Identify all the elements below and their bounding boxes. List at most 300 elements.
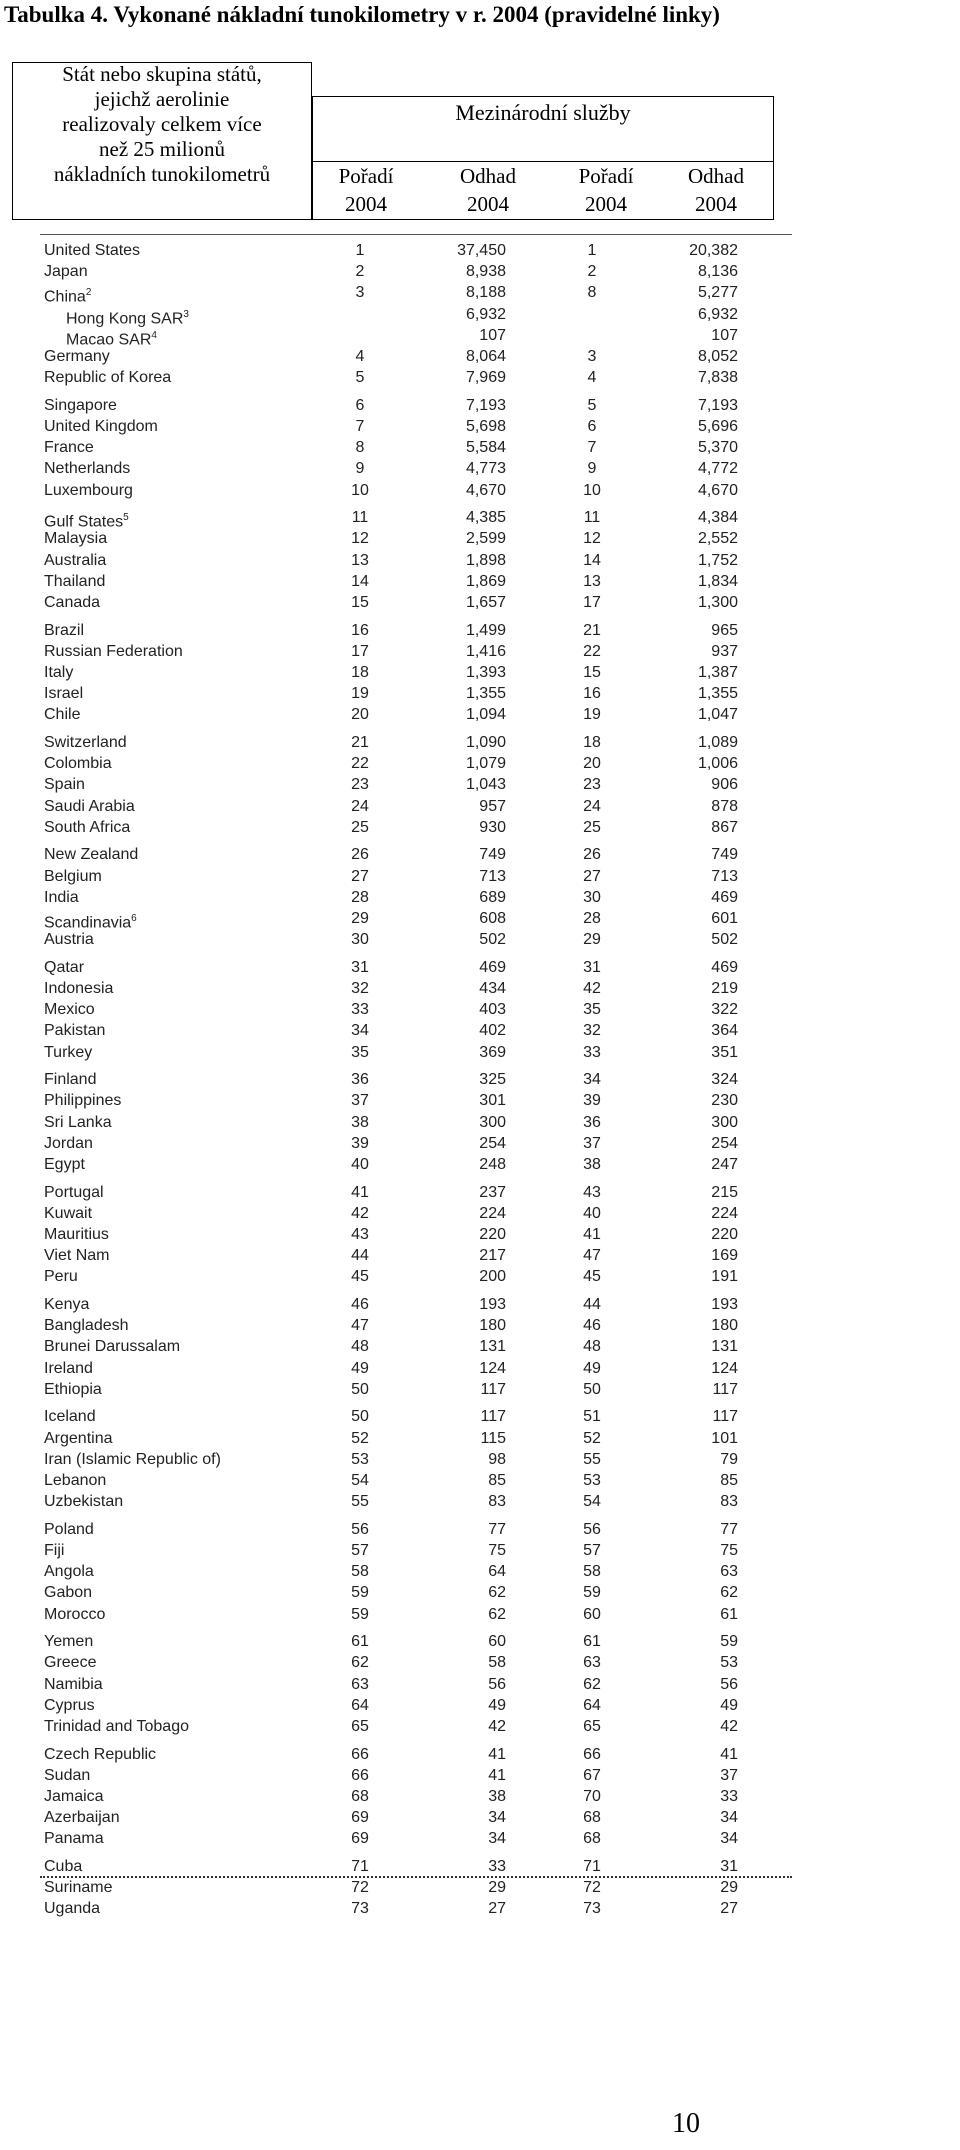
intl-estimate-2004: 4,670 bbox=[697, 481, 738, 499]
country-name bbox=[44, 957, 84, 978]
intl-estimate-2004: 469 bbox=[711, 888, 738, 906]
rank-2004: 72 bbox=[351, 1879, 369, 1897]
estimate-2004: 713 bbox=[479, 867, 506, 885]
table-row bbox=[0, 957, 960, 978]
rank-2004: 59 bbox=[351, 1584, 369, 1602]
estimate-2004: 224 bbox=[479, 1204, 506, 1222]
header-international: Mezinárodní služby bbox=[455, 100, 631, 125]
table-row bbox=[0, 304, 960, 325]
header-col-rank-2 bbox=[546, 162, 666, 218]
rank-2004: 53 bbox=[351, 1450, 369, 1468]
document-title: Tabulka 4. Vykonané nákladní tunokilometry v r. 2004 (pravidelné linky) bbox=[4, 2, 720, 27]
country-name bbox=[44, 978, 113, 999]
country-name-text: Argentina bbox=[44, 1429, 113, 1447]
footnote-marker: 3 bbox=[183, 308, 189, 320]
rank-2004: 50 bbox=[351, 1380, 369, 1398]
intl-estimate-2004: 49 bbox=[720, 1696, 738, 1714]
rank-2004: 4 bbox=[355, 348, 365, 365]
country-name bbox=[44, 753, 112, 774]
table-row bbox=[0, 282, 960, 306]
country-name bbox=[44, 1674, 103, 1695]
intl-estimate-2004: 324 bbox=[711, 1071, 738, 1089]
estimate-2004: 237 bbox=[479, 1183, 506, 1201]
intl-rank-2004: 11 bbox=[583, 509, 601, 527]
table-row bbox=[0, 1449, 960, 1470]
country-name bbox=[44, 416, 158, 437]
intl-estimate-2004: 20,382 bbox=[689, 242, 738, 259]
table-row bbox=[0, 796, 960, 817]
rank-2004: 52 bbox=[351, 1429, 369, 1447]
intl-estimate-2004: 7,193 bbox=[697, 396, 738, 414]
country-name-text: Cuba bbox=[44, 1858, 83, 1875]
country-name bbox=[44, 1604, 105, 1625]
intl-estimate-2004: 193 bbox=[711, 1296, 738, 1313]
estimate-2004: 83 bbox=[488, 1493, 506, 1511]
intl-estimate-2004: 906 bbox=[711, 776, 738, 794]
rank-2004: 24 bbox=[351, 797, 369, 815]
rank-2004: 9 bbox=[355, 460, 365, 478]
estimate-2004: 1,416 bbox=[465, 642, 506, 660]
country-name bbox=[44, 528, 107, 549]
rank-2004: 50 bbox=[351, 1408, 369, 1426]
rank-2004: 10 bbox=[351, 481, 369, 499]
intl-rank-2004: 62 bbox=[583, 1675, 601, 1693]
estimate-2004: 58 bbox=[488, 1654, 506, 1672]
rank-2004: 65 bbox=[351, 1718, 369, 1735]
estimate-2004: 2,599 bbox=[465, 530, 506, 548]
table-row bbox=[0, 1406, 960, 1427]
rank-2004: 7 bbox=[355, 418, 365, 435]
country-name bbox=[44, 1631, 93, 1652]
country-name-text: Suriname bbox=[44, 1879, 113, 1897]
intl-rank-2004: 8 bbox=[587, 284, 597, 302]
header-col-rank-1 bbox=[306, 162, 426, 218]
intl-rank-2004: 44 bbox=[583, 1296, 601, 1313]
country-name bbox=[44, 620, 84, 641]
estimate-2004: 60 bbox=[488, 1633, 506, 1651]
country-name bbox=[44, 1491, 123, 1512]
rank-2004: 41 bbox=[351, 1183, 369, 1201]
country-name-text: Mexico bbox=[44, 1001, 95, 1019]
intl-rank-2004: 64 bbox=[583, 1696, 601, 1714]
rank-2004: 30 bbox=[351, 931, 369, 949]
estimate-2004: 56 bbox=[488, 1675, 506, 1693]
country-name bbox=[44, 1112, 112, 1133]
table-row bbox=[0, 1133, 960, 1154]
country-name bbox=[44, 929, 94, 950]
country-name-text: Australia bbox=[44, 551, 107, 569]
intl-rank-2004: 20 bbox=[583, 755, 601, 773]
estimate-2004: 75 bbox=[488, 1542, 506, 1559]
intl-estimate-2004: 322 bbox=[711, 1001, 738, 1019]
country-name bbox=[44, 240, 140, 261]
country-name-text: Viet Nam bbox=[44, 1247, 110, 1265]
estimate-2004: 1,393 bbox=[465, 664, 506, 681]
estimate-2004: 502 bbox=[479, 931, 506, 949]
estimate-2004: 469 bbox=[479, 958, 506, 976]
intl-rank-2004: 65 bbox=[583, 1718, 601, 1735]
rank-2004: 15 bbox=[351, 594, 369, 611]
intl-estimate-2004: 4,384 bbox=[697, 509, 738, 527]
intl-rank-2004: 12 bbox=[583, 530, 601, 548]
country-name bbox=[44, 887, 79, 908]
estimate-2004: 402 bbox=[479, 1022, 506, 1040]
country-name-text: United Kingdom bbox=[44, 418, 158, 435]
intl-rank-2004: 18 bbox=[583, 734, 601, 751]
country-name bbox=[44, 1470, 106, 1491]
estimate-2004: 98 bbox=[488, 1450, 506, 1468]
rank-2004: 32 bbox=[351, 980, 369, 997]
country-name bbox=[44, 641, 183, 662]
rank-2004: 64 bbox=[351, 1696, 369, 1714]
country-name bbox=[44, 1020, 105, 1041]
rank-2004: 38 bbox=[351, 1113, 369, 1131]
footnote-marker: 6 bbox=[131, 913, 137, 924]
intl-rank-2004: 5 bbox=[587, 396, 597, 414]
country-name-text: China bbox=[44, 288, 86, 306]
estimate-2004: 34 bbox=[488, 1809, 506, 1827]
intl-estimate-2004: 5,696 bbox=[697, 418, 738, 435]
intl-rank-2004: 29 bbox=[583, 931, 601, 949]
country-name bbox=[44, 1133, 93, 1154]
estimate-2004: 220 bbox=[479, 1226, 506, 1243]
intl-estimate-2004: 131 bbox=[711, 1338, 738, 1356]
country-name bbox=[44, 1294, 89, 1315]
intl-estimate-2004: 1,089 bbox=[697, 734, 738, 751]
rank-2004: 27 bbox=[351, 867, 369, 885]
rank-2004: 73 bbox=[351, 1900, 369, 1918]
table-row bbox=[0, 261, 960, 282]
rank-2004: 2 bbox=[355, 263, 365, 281]
country-name-text: Panama bbox=[44, 1830, 104, 1848]
country-name bbox=[44, 1716, 189, 1737]
intl-rank-2004: 63 bbox=[583, 1654, 601, 1672]
estimate-2004: 403 bbox=[479, 1001, 506, 1019]
intl-estimate-2004: 169 bbox=[711, 1247, 738, 1265]
rank-2004: 20 bbox=[351, 706, 369, 724]
intl-rank-2004: 31 bbox=[583, 958, 601, 976]
estimate-2004: 64 bbox=[488, 1563, 506, 1581]
intl-estimate-2004: 34 bbox=[720, 1830, 738, 1848]
intl-rank-2004: 73 bbox=[583, 1900, 601, 1918]
rank-2004: 3 bbox=[355, 284, 365, 302]
table-row bbox=[0, 704, 960, 725]
intl-estimate-2004: 230 bbox=[711, 1092, 738, 1110]
country-name-text: Gulf States bbox=[44, 513, 124, 531]
header-col-label: Pořadí bbox=[578, 164, 634, 188]
estimate-2004: 325 bbox=[479, 1071, 506, 1089]
estimate-2004: 38 bbox=[488, 1788, 506, 1805]
intl-estimate-2004: 29 bbox=[720, 1879, 738, 1897]
intl-rank-2004: 33 bbox=[583, 1043, 601, 1061]
intl-rank-2004: 35 bbox=[583, 1001, 601, 1019]
country-name-text: Angola bbox=[44, 1563, 94, 1581]
estimate-2004: 1,869 bbox=[465, 572, 506, 590]
estimate-2004: 4,773 bbox=[465, 460, 506, 478]
table-row bbox=[0, 1540, 960, 1561]
table-row bbox=[0, 1379, 960, 1400]
rank-2004: 11 bbox=[351, 509, 369, 527]
estimate-2004: 608 bbox=[479, 910, 506, 927]
rank-2004: 13 bbox=[351, 551, 369, 569]
rank-2004: 55 bbox=[351, 1493, 369, 1511]
country-name-text: New Zealand bbox=[44, 846, 139, 864]
intl-estimate-2004: 601 bbox=[711, 910, 738, 927]
intl-estimate-2004: 124 bbox=[711, 1359, 738, 1377]
intl-rank-2004: 3 bbox=[587, 348, 597, 365]
table-row bbox=[0, 480, 960, 501]
country-name bbox=[44, 1266, 78, 1287]
intl-rank-2004: 56 bbox=[583, 1520, 601, 1538]
rank-2004: 58 bbox=[351, 1563, 369, 1581]
page-number: 10 bbox=[672, 2108, 700, 2139]
intl-rank-2004: 57 bbox=[583, 1542, 601, 1559]
country-name bbox=[44, 571, 105, 592]
country-name-text: Jordan bbox=[44, 1134, 93, 1152]
table-row bbox=[0, 1470, 960, 1491]
rank-2004: 56 bbox=[351, 1520, 369, 1538]
rank-2004: 18 bbox=[351, 664, 369, 681]
intl-estimate-2004: 713 bbox=[711, 867, 738, 885]
intl-estimate-2004: 75 bbox=[720, 1542, 738, 1559]
header-col-label: Pořadí bbox=[338, 164, 394, 188]
country-name-text: Kenya bbox=[44, 1296, 90, 1313]
table-row bbox=[0, 528, 960, 549]
intl-rank-2004: 16 bbox=[583, 685, 601, 703]
intl-rank-2004: 26 bbox=[583, 846, 601, 864]
header-country-line: nákladních tunokilometrů bbox=[53, 162, 271, 186]
intl-estimate-2004: 6,932 bbox=[697, 305, 738, 323]
table-bottom-rule bbox=[40, 1876, 792, 1878]
table-row bbox=[0, 1090, 960, 1111]
table-row bbox=[0, 416, 960, 437]
header-col-label: Odhad bbox=[688, 164, 744, 188]
intl-rank-2004: 27 bbox=[583, 867, 601, 885]
country-name-text: Morocco bbox=[44, 1605, 106, 1623]
intl-rank-2004: 19 bbox=[583, 706, 601, 724]
country-name-text: Colombia bbox=[44, 755, 112, 773]
rank-2004: 44 bbox=[351, 1247, 369, 1265]
country-name-text: Lebanon bbox=[44, 1472, 107, 1489]
table-row bbox=[0, 1020, 960, 1041]
table-row bbox=[0, 1245, 960, 1266]
country-name-text: Indonesia bbox=[44, 980, 114, 997]
intl-rank-2004: 32 bbox=[583, 1022, 601, 1040]
intl-rank-2004: 22 bbox=[583, 642, 601, 660]
estimate-2004: 115 bbox=[480, 1429, 506, 1447]
country-name bbox=[44, 704, 80, 725]
country-name-text: Turkey bbox=[44, 1043, 93, 1061]
country-name-text: India bbox=[44, 888, 79, 906]
intl-rank-2004: 42 bbox=[583, 980, 601, 997]
intl-estimate-2004: 502 bbox=[711, 931, 738, 949]
country-name-text: Namibia bbox=[44, 1675, 103, 1693]
country-name bbox=[44, 732, 127, 753]
country-name-text: Thailand bbox=[44, 572, 106, 590]
intl-estimate-2004: 27 bbox=[720, 1900, 738, 1918]
rank-2004: 28 bbox=[351, 888, 369, 906]
intl-estimate-2004: 77 bbox=[720, 1520, 738, 1538]
intl-estimate-2004: 1,834 bbox=[697, 572, 738, 590]
intl-rank-2004: 13 bbox=[583, 572, 601, 590]
table-row bbox=[0, 774, 960, 795]
rank-2004: 14 bbox=[351, 572, 369, 590]
country-name-text: Russian Federation bbox=[44, 642, 183, 660]
country-name-text: Uzbekistan bbox=[44, 1493, 124, 1511]
country-name bbox=[44, 1358, 93, 1379]
estimate-2004: 117 bbox=[480, 1380, 506, 1398]
footnote-marker: 5 bbox=[123, 512, 129, 524]
rank-2004: 31 bbox=[351, 958, 369, 976]
estimate-2004: 8,938 bbox=[465, 263, 506, 281]
intl-rank-2004: 58 bbox=[583, 1563, 601, 1581]
country-name-text: Iceland bbox=[44, 1408, 96, 1426]
intl-estimate-2004: 63 bbox=[720, 1563, 738, 1581]
country-name-text: Fiji bbox=[44, 1542, 65, 1559]
country-name bbox=[44, 1203, 92, 1224]
rank-2004: 21 bbox=[351, 734, 369, 751]
country-name-text: Canada bbox=[44, 594, 101, 611]
intl-estimate-2004: 191 bbox=[711, 1268, 738, 1286]
table-row bbox=[0, 346, 960, 367]
intl-estimate-2004: 37 bbox=[720, 1766, 738, 1784]
rank-2004: 33 bbox=[351, 1001, 369, 1019]
country-name bbox=[44, 1154, 85, 1175]
intl-estimate-2004: 219 bbox=[711, 980, 738, 997]
intl-estimate-2004: 8,052 bbox=[697, 348, 738, 365]
header-country-label bbox=[12, 62, 312, 187]
country-name bbox=[44, 1090, 121, 1111]
table-row bbox=[0, 367, 960, 388]
estimate-2004: 369 bbox=[479, 1043, 506, 1061]
estimate-2004: 41 bbox=[488, 1745, 506, 1763]
country-name-text: Israel bbox=[44, 685, 84, 703]
intl-rank-2004: 14 bbox=[583, 551, 601, 569]
rank-2004: 62 bbox=[351, 1654, 369, 1672]
country-name-text: Netherlands bbox=[44, 460, 131, 478]
estimate-2004: 1,090 bbox=[465, 734, 506, 751]
rank-2004: 22 bbox=[351, 755, 369, 773]
rank-2004: 66 bbox=[351, 1766, 369, 1784]
table-row bbox=[0, 887, 960, 908]
table-row bbox=[0, 1266, 960, 1287]
country-name bbox=[44, 1877, 112, 1898]
country-name bbox=[44, 1856, 82, 1877]
header-col-year: 2004 bbox=[467, 192, 509, 216]
estimate-2004: 749 bbox=[479, 846, 506, 864]
country-name-text: Luxembourg bbox=[44, 481, 133, 499]
country-name-text: Belgium bbox=[44, 867, 102, 885]
estimate-2004: 4,385 bbox=[465, 509, 506, 527]
country-name bbox=[44, 1652, 96, 1673]
intl-estimate-2004: 1,387 bbox=[697, 664, 738, 681]
table-row bbox=[0, 641, 960, 662]
country-name bbox=[44, 1069, 96, 1090]
intl-rank-2004: 49 bbox=[583, 1359, 601, 1377]
country-name-text: Kuwait bbox=[44, 1204, 93, 1222]
table-row bbox=[0, 1582, 960, 1603]
header-country-line: Stát nebo skupina států, bbox=[62, 62, 262, 86]
country-name bbox=[44, 550, 106, 571]
intl-estimate-2004: 180 bbox=[711, 1317, 738, 1335]
rank-2004: 17 bbox=[351, 642, 369, 660]
estimate-2004: 193 bbox=[479, 1296, 506, 1313]
estimate-2004: 1,898 bbox=[465, 551, 506, 569]
header-col-year: 2004 bbox=[585, 192, 627, 216]
rank-2004: 66 bbox=[351, 1745, 369, 1763]
rank-2004: 25 bbox=[351, 818, 369, 836]
country-name-text: Malaysia bbox=[44, 530, 108, 548]
table-row bbox=[0, 507, 960, 531]
table-row bbox=[0, 1336, 960, 1357]
estimate-2004: 200 bbox=[479, 1268, 506, 1286]
country-name bbox=[44, 1786, 104, 1807]
rank-2004: 26 bbox=[351, 846, 369, 864]
intl-estimate-2004: 469 bbox=[711, 958, 738, 976]
table-row bbox=[0, 1428, 960, 1449]
intl-rank-2004: 10 bbox=[583, 481, 601, 499]
intl-rank-2004: 2 bbox=[587, 263, 597, 281]
intl-estimate-2004: 42 bbox=[720, 1718, 738, 1735]
intl-rank-2004: 59 bbox=[583, 1584, 601, 1602]
intl-estimate-2004: 220 bbox=[711, 1226, 738, 1243]
intl-rank-2004: 39 bbox=[583, 1092, 601, 1110]
rank-2004: 37 bbox=[351, 1092, 369, 1110]
estimate-2004: 42 bbox=[488, 1718, 506, 1735]
country-name bbox=[44, 1695, 95, 1716]
table-row bbox=[0, 866, 960, 887]
estimate-2004: 7,193 bbox=[465, 396, 506, 414]
country-name-text: Uganda bbox=[44, 1900, 101, 1918]
intl-rank-2004: 70 bbox=[583, 1788, 601, 1805]
intl-estimate-2004: 215 bbox=[711, 1183, 738, 1201]
table-row bbox=[0, 978, 960, 999]
country-name-text: Brunei Darussalam bbox=[44, 1338, 181, 1356]
intl-rank-2004: 34 bbox=[583, 1071, 601, 1089]
country-name-text: Italy bbox=[44, 664, 74, 681]
intl-estimate-2004: 62 bbox=[720, 1584, 738, 1602]
table-row bbox=[0, 1358, 960, 1379]
country-name-text: Peru bbox=[44, 1268, 78, 1286]
intl-rank-2004: 45 bbox=[583, 1268, 601, 1286]
intl-estimate-2004: 1,752 bbox=[697, 551, 738, 569]
country-name-text: Qatar bbox=[44, 958, 85, 976]
estimate-2004: 1,043 bbox=[465, 776, 506, 794]
estimate-2004: 37,450 bbox=[457, 242, 506, 259]
estimate-2004: 41 bbox=[488, 1766, 506, 1784]
country-name bbox=[44, 1828, 104, 1849]
intl-estimate-2004: 1,355 bbox=[697, 685, 738, 703]
estimate-2004: 85 bbox=[488, 1472, 506, 1489]
rank-2004: 6 bbox=[355, 396, 365, 414]
table-row bbox=[0, 620, 960, 641]
intl-estimate-2004: 56 bbox=[720, 1675, 738, 1693]
country-name-text: Portugal bbox=[44, 1183, 104, 1201]
table-row bbox=[0, 1519, 960, 1540]
country-name bbox=[44, 1042, 92, 1063]
table-row bbox=[0, 1182, 960, 1203]
country-name-text: Jamaica bbox=[44, 1788, 104, 1805]
country-name-text: Pakistan bbox=[44, 1022, 106, 1040]
estimate-2004: 300 bbox=[479, 1113, 506, 1131]
table-row bbox=[0, 1491, 960, 1512]
estimate-2004: 248 bbox=[479, 1156, 506, 1173]
rank-2004: 16 bbox=[351, 621, 369, 639]
country-name bbox=[44, 1245, 110, 1266]
country-name-text: Poland bbox=[44, 1520, 94, 1538]
header-country-line: jejichž aerolinie bbox=[94, 87, 230, 111]
table-row bbox=[0, 1877, 960, 1898]
